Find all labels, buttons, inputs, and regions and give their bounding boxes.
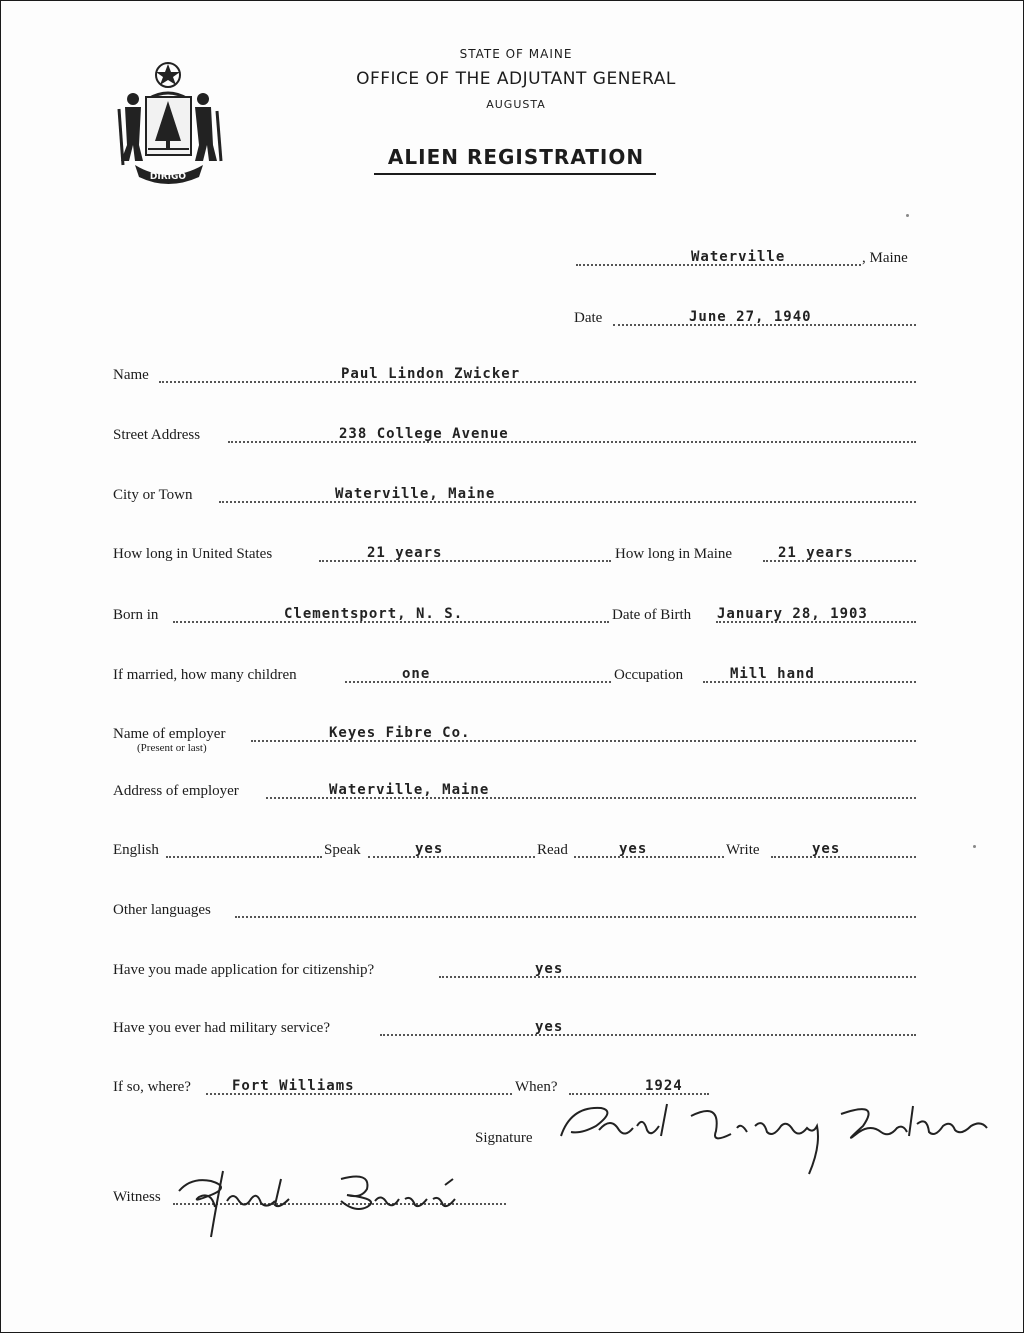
citizenship-value: yes	[535, 961, 564, 977]
street-address-line	[228, 441, 916, 443]
employer-address-value: Waterville, Maine	[329, 782, 490, 798]
name-line	[159, 381, 916, 383]
speak-label: Speak	[324, 842, 361, 858]
years-us-value: 21 years	[367, 545, 443, 561]
scan-speck	[973, 845, 976, 848]
employer-value: Keyes Fibre Co.	[329, 725, 471, 741]
street-address-row	[1, 422, 1024, 446]
years-us-label: How long in United States	[113, 546, 273, 562]
years-maine-value: 21 years	[778, 545, 854, 561]
military-line	[380, 1034, 916, 1036]
speak-line	[368, 856, 535, 858]
date-value: June 27, 1940	[689, 309, 812, 325]
other-languages-label: Other languages	[113, 902, 211, 918]
when-value: 1924	[645, 1078, 683, 1094]
occupation-value: Mill hand	[730, 666, 815, 682]
where-label: If so, where?	[113, 1079, 191, 1095]
years-maine-label: How long in Maine	[615, 546, 733, 562]
children-label: If married, how many children	[113, 667, 297, 683]
header-state: STATE OF MAINE	[459, 47, 573, 61]
name-label: Name	[113, 367, 149, 383]
children-value: one	[402, 666, 431, 682]
write-value: yes	[812, 841, 841, 857]
city-value: Waterville, Maine	[335, 486, 496, 502]
where-value: Fort Williams	[232, 1078, 355, 1094]
children-occupation-row	[1, 662, 1024, 686]
employer-address-label: Address of employer	[113, 783, 239, 799]
street-address-value: 238 College Avenue	[339, 426, 509, 442]
place-suffix: , Maine	[862, 250, 908, 266]
header-city: AUGUSTA	[486, 98, 546, 111]
dob-value: January 28, 1903	[717, 606, 868, 622]
header-office: OFFICE OF THE ADJUTANT GENERAL	[356, 69, 676, 89]
english-label: English	[113, 842, 159, 858]
write-label: Write	[726, 842, 760, 858]
employer-sublabel: (Present or last)	[137, 742, 207, 754]
dob-label: Date of Birth	[612, 607, 692, 623]
children-line	[345, 681, 611, 683]
name-row	[1, 362, 1024, 386]
employer-label: Name of employer	[113, 726, 226, 742]
birth-row	[1, 602, 1024, 626]
speak-value: yes	[415, 841, 444, 857]
signature-label: Signature	[475, 1130, 533, 1146]
scan-speck	[906, 214, 909, 217]
write-line	[771, 856, 916, 858]
military-row	[1, 1015, 1024, 1039]
english-line	[166, 856, 322, 858]
city-label: City or Town	[113, 487, 193, 503]
place-row	[1, 245, 1024, 269]
read-line	[574, 856, 724, 858]
maine-state-seal	[111, 61, 226, 186]
name-value: Paul Lindon Zwicker	[341, 366, 521, 382]
when-label: When?	[515, 1079, 558, 1095]
citizenship-row	[1, 957, 1024, 981]
city-line	[219, 501, 916, 503]
born-in-value: Clementsport, N. S.	[284, 606, 464, 622]
read-label: Read	[537, 842, 568, 858]
form-title: ALIEN REGISTRATION	[387, 145, 645, 169]
date-label: Date	[574, 310, 603, 326]
street-address-label: Street Address	[113, 427, 201, 443]
svg-text:DIRIGO: DIRIGO	[149, 172, 187, 182]
english-row	[1, 837, 1024, 861]
years-us-line	[319, 560, 611, 562]
citizenship-line	[439, 976, 916, 978]
citizenship-label: Have you made application for citizenship?	[113, 962, 375, 978]
read-value: yes	[619, 841, 648, 857]
other-languages-row	[1, 897, 1024, 921]
employer-address-row	[1, 778, 1024, 802]
military-value: yes	[535, 1019, 564, 1035]
witness-label: Witness	[113, 1189, 161, 1205]
witness-signature-handwriting	[171, 1161, 471, 1241]
place-value: Waterville	[691, 249, 786, 265]
born-in-label: Born in	[113, 607, 159, 623]
residency-row	[1, 541, 1024, 565]
other-languages-line	[235, 916, 916, 918]
title-underline	[374, 173, 656, 175]
occupation-label: Occupation	[614, 667, 684, 683]
witness-row	[1, 1184, 1024, 1208]
city-row	[1, 482, 1024, 506]
signature-handwriting	[541, 1086, 1011, 1176]
military-label: Have you ever had military service?	[113, 1020, 330, 1036]
date-row	[1, 305, 1024, 329]
